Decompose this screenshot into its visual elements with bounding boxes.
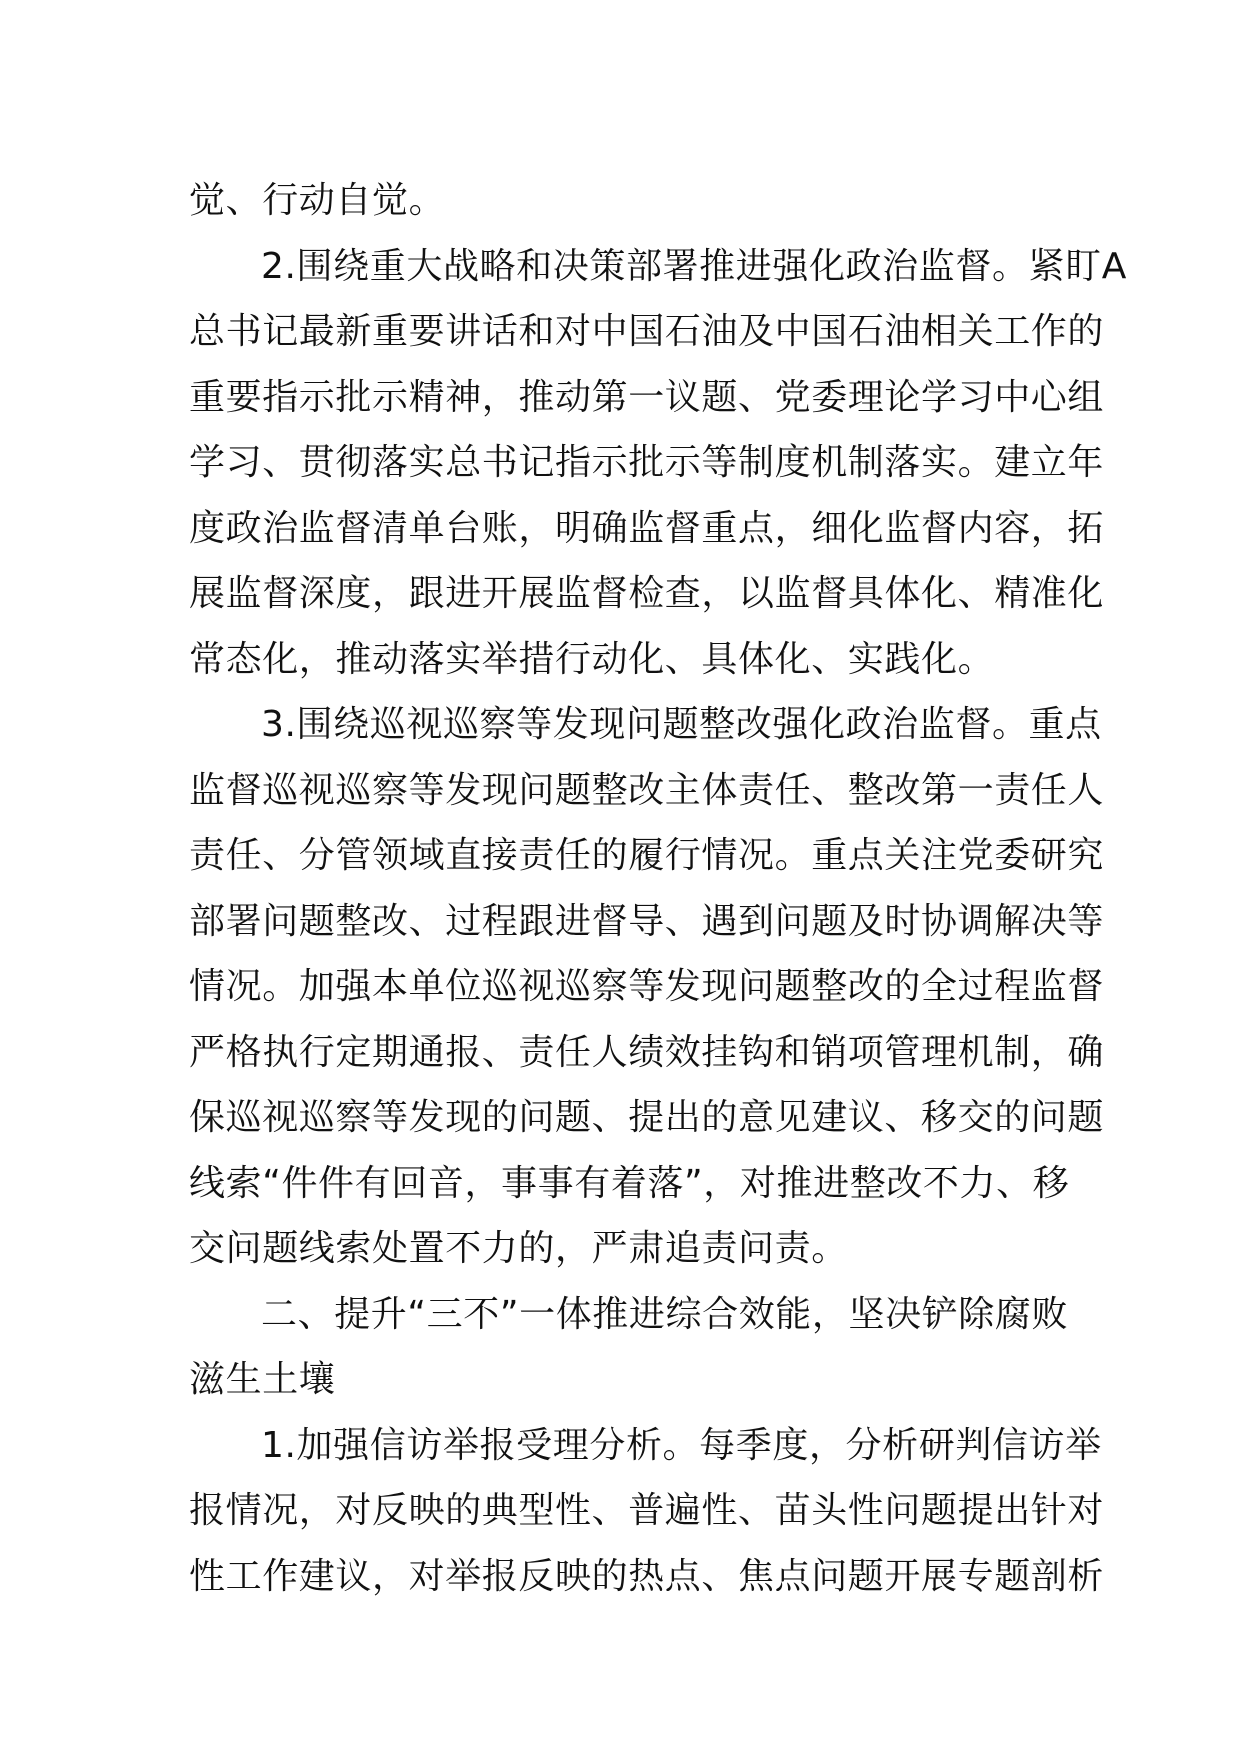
text-line: 线索“件件有回音，事事有着落”，对推进整改不力、移 xyxy=(189,1162,1070,1204)
text-line: 2.围绕重大战略和决策部署推进强化政治监督。紧盯A xyxy=(261,245,1127,287)
text-line: 责任、分管领域直接责任的履行情况。重点关注党委研究 xyxy=(189,835,1105,876)
text-line: 学习、贯彻落实总书记指示批示等制度机制落实。建立年 xyxy=(189,442,1105,483)
text-line: 情况。加强本单位巡视巡察等发现问题整改的全过程监督 xyxy=(189,966,1105,1007)
text-line: 交问题线索处置不力的，严肃追责问责。 xyxy=(189,1228,848,1269)
text-line: 监督巡视巡察等发现问题整改主体责任、整改第一责任人 xyxy=(189,769,1105,811)
text-line: 展监督深度，跟进开展监督检查，以监督具体化、精准化 xyxy=(189,573,1105,614)
text-line: 觉、行动自觉。 xyxy=(189,180,446,221)
text-line: 报情况，对反映的典型性、普遍性、苗头性问题提出针对 xyxy=(189,1490,1105,1531)
text-line: 总书记最新重要讲话和对中国石油及中国石油相关工作的 xyxy=(189,311,1105,352)
text-line: 常态化，推动落实举措行动化、具体化、实践化。 xyxy=(189,638,995,680)
text-line: 保巡视巡察等发现的问题、提出的意见建议、移交的问题 xyxy=(189,1097,1105,1138)
text-line: 度政治监督清单台账，明确监督重点，细化监督内容，拓 xyxy=(189,507,1105,549)
text-line: 重要指示批示精神，推动第一议题、党委理论学习中心组 xyxy=(189,376,1105,418)
text-line: 1.加强信访举报受理分析。每季度，分析研判信访举 xyxy=(261,1424,1102,1466)
text-line: 部署问题整改、过程跟进督导、遇到问题及时协调解决等 xyxy=(189,900,1105,942)
document-body xyxy=(189,168,1127,1609)
text-line: 性工作建议，对举报反映的热点、焦点问题开展专题剖析 xyxy=(189,1555,1105,1597)
section-heading: 二、提升“三不”一体推进综合效能，坚决铲除腐败 xyxy=(261,1293,1069,1335)
text-line: 严格执行定期通报、责任人绩效挂钩和销项管理机制，确 xyxy=(189,1031,1105,1073)
section-heading: 滋生土壤 xyxy=(189,1359,336,1400)
text-line: 3.围绕巡视巡察等发现问题整改强化政治监督。重点 xyxy=(261,704,1102,745)
